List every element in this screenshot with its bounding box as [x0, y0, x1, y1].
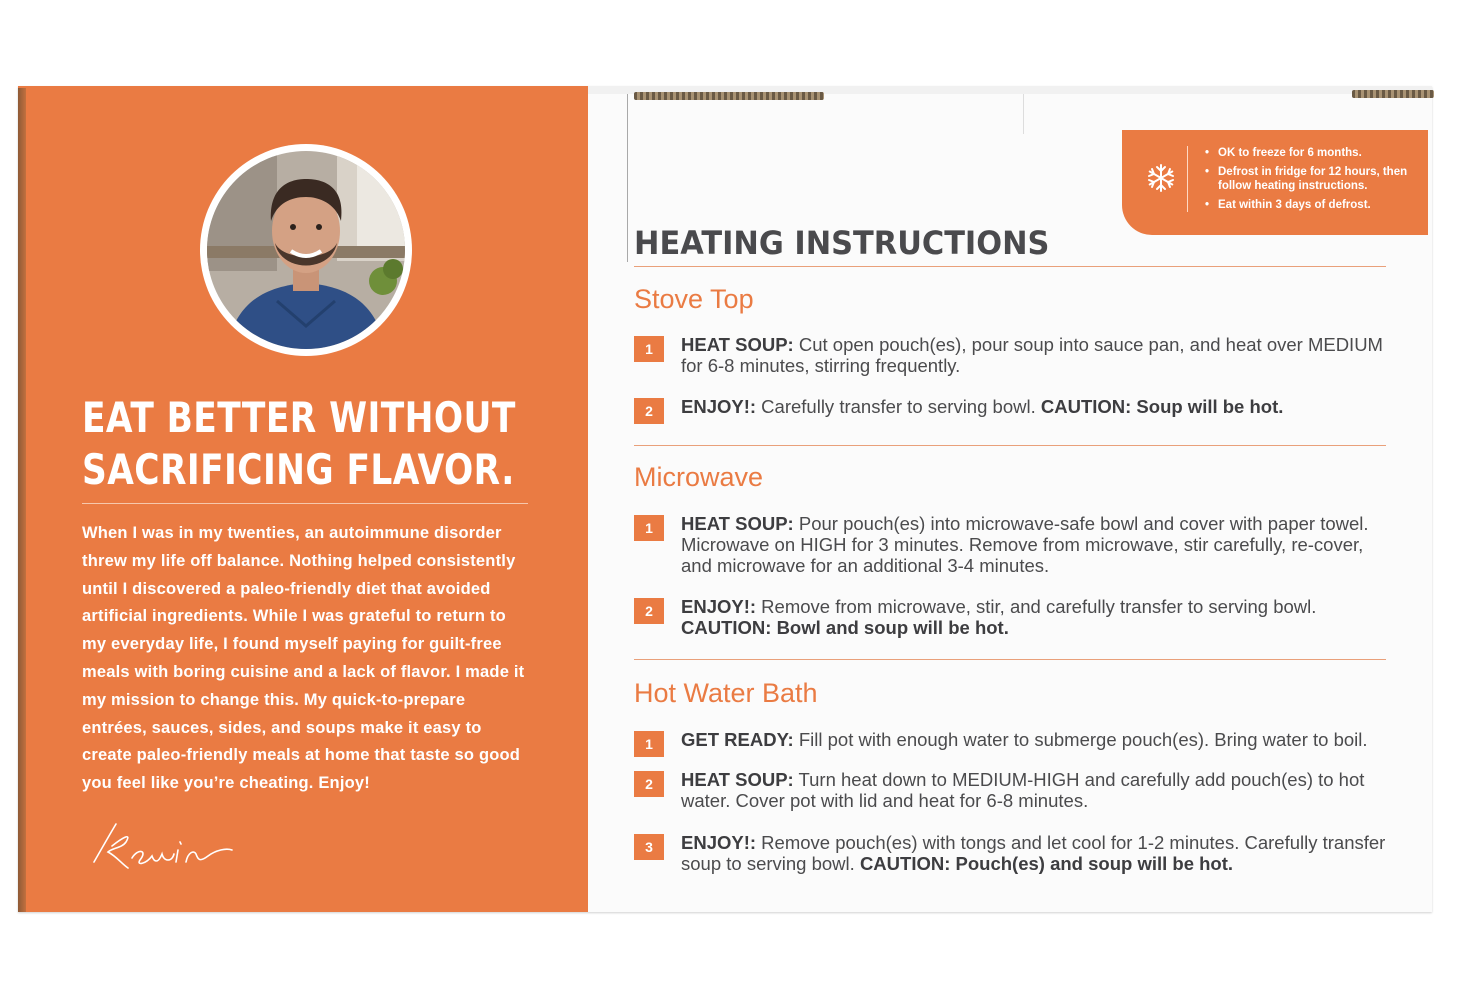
box-flap [634, 92, 824, 100]
signature [82, 818, 242, 874]
step-number: 2 [634, 771, 664, 797]
step-number: 2 [634, 398, 664, 424]
section-rule [634, 659, 1386, 660]
freeze-divider [1187, 146, 1188, 212]
step-text: HEAT SOUP: Turn heat down to MEDIUM-HIGH and carefully add pouch(es) to hot water. Cover pot with lid and heat for 6-8 minutes. [681, 769, 1365, 811]
section-title-microwave: Microwave [634, 462, 764, 492]
fold-line [1023, 94, 1024, 134]
section-title-hot-water-bath: Hot Water Bath [634, 678, 818, 708]
step-text: GET READY: Fill pot with enough water to submerge pouch(es). Bring water to boil. [681, 729, 1368, 750]
step-text: HEAT SOUP: Pour pouch(es) into microwave-safe bowl and cover with paper towel. Microwave on HIGH for 3 minutes. Remove from microwave, stir carefully, re-cover, and microwave for an additional 3-4 minutes. [681, 513, 1369, 576]
step-number: 1 [634, 515, 664, 541]
freeze-item: • Defrost in fridge for 12 hours, then follow heating instructions. [1204, 165, 1424, 194]
freeze-list [1204, 146, 1424, 216]
freeze-item: • OK to freeze for 6 months. [1204, 146, 1424, 161]
box-side-edge [18, 88, 26, 912]
step-text: ENJOY!: Carefully transfer to serving bowl. CAUTION: Soup will be hot. [681, 396, 1284, 417]
step-number: 2 [634, 598, 664, 624]
title-rule [634, 266, 1386, 267]
snowflake-icon [1145, 162, 1177, 194]
headline-line-2: SACRIFICING FLAVOR. [82, 445, 515, 494]
section-title-stove-top: Stove Top [634, 284, 754, 314]
step-number: 3 [634, 834, 664, 860]
step-text: ENJOY!: Remove pouch(es) with tongs and let cool for 1-2 minutes. Carefully transfer soup to serving bowl. CAUTION: Pouch(es) and soup will be hot. [681, 832, 1386, 874]
heating-instructions-title: HEATING INSTRUCTIONS [634, 224, 1050, 262]
step-text: ENJOY!: Remove from microwave, stir, and carefully transfer to serving bowl. CAUTION: Bowl and soup will be hot. [681, 596, 1317, 638]
step-text: HEAT SOUP: Cut open pouch(es), pour soup into sauce pan, and heat over MEDIUM for 6-8 minutes, stirring frequently. [681, 334, 1383, 376]
headline-line-1: EAT BETTER WITHOUT [82, 393, 516, 442]
divider [82, 503, 528, 504]
freeze-item: • Eat within 3 days of defrost. [1204, 198, 1424, 213]
section-rule [634, 445, 1386, 446]
box-flap [1352, 90, 1434, 98]
step-number: 1 [634, 731, 664, 757]
fold-line [627, 94, 628, 262]
step-number: 1 [634, 336, 664, 362]
founder-photo [207, 151, 405, 349]
headline [82, 392, 516, 496]
founder-story: When I was in my twenties, an autoimmune disorder threw my life off balance. Nothing helped consistently until I discovered a paleo-friendly diet that avoided artificial ingredients. While I was grateful to return to my everyday life, I found myself paying for guilt-free meals with boring cuisine and a lack of flavor. I made it my mission to change this. My quick-to-prepare entrées, sauces, sides, and soups make it easy to create paleo-friendly meals at home that taste so good you feel like you’re cheating. Enjoy! [82, 524, 525, 793]
